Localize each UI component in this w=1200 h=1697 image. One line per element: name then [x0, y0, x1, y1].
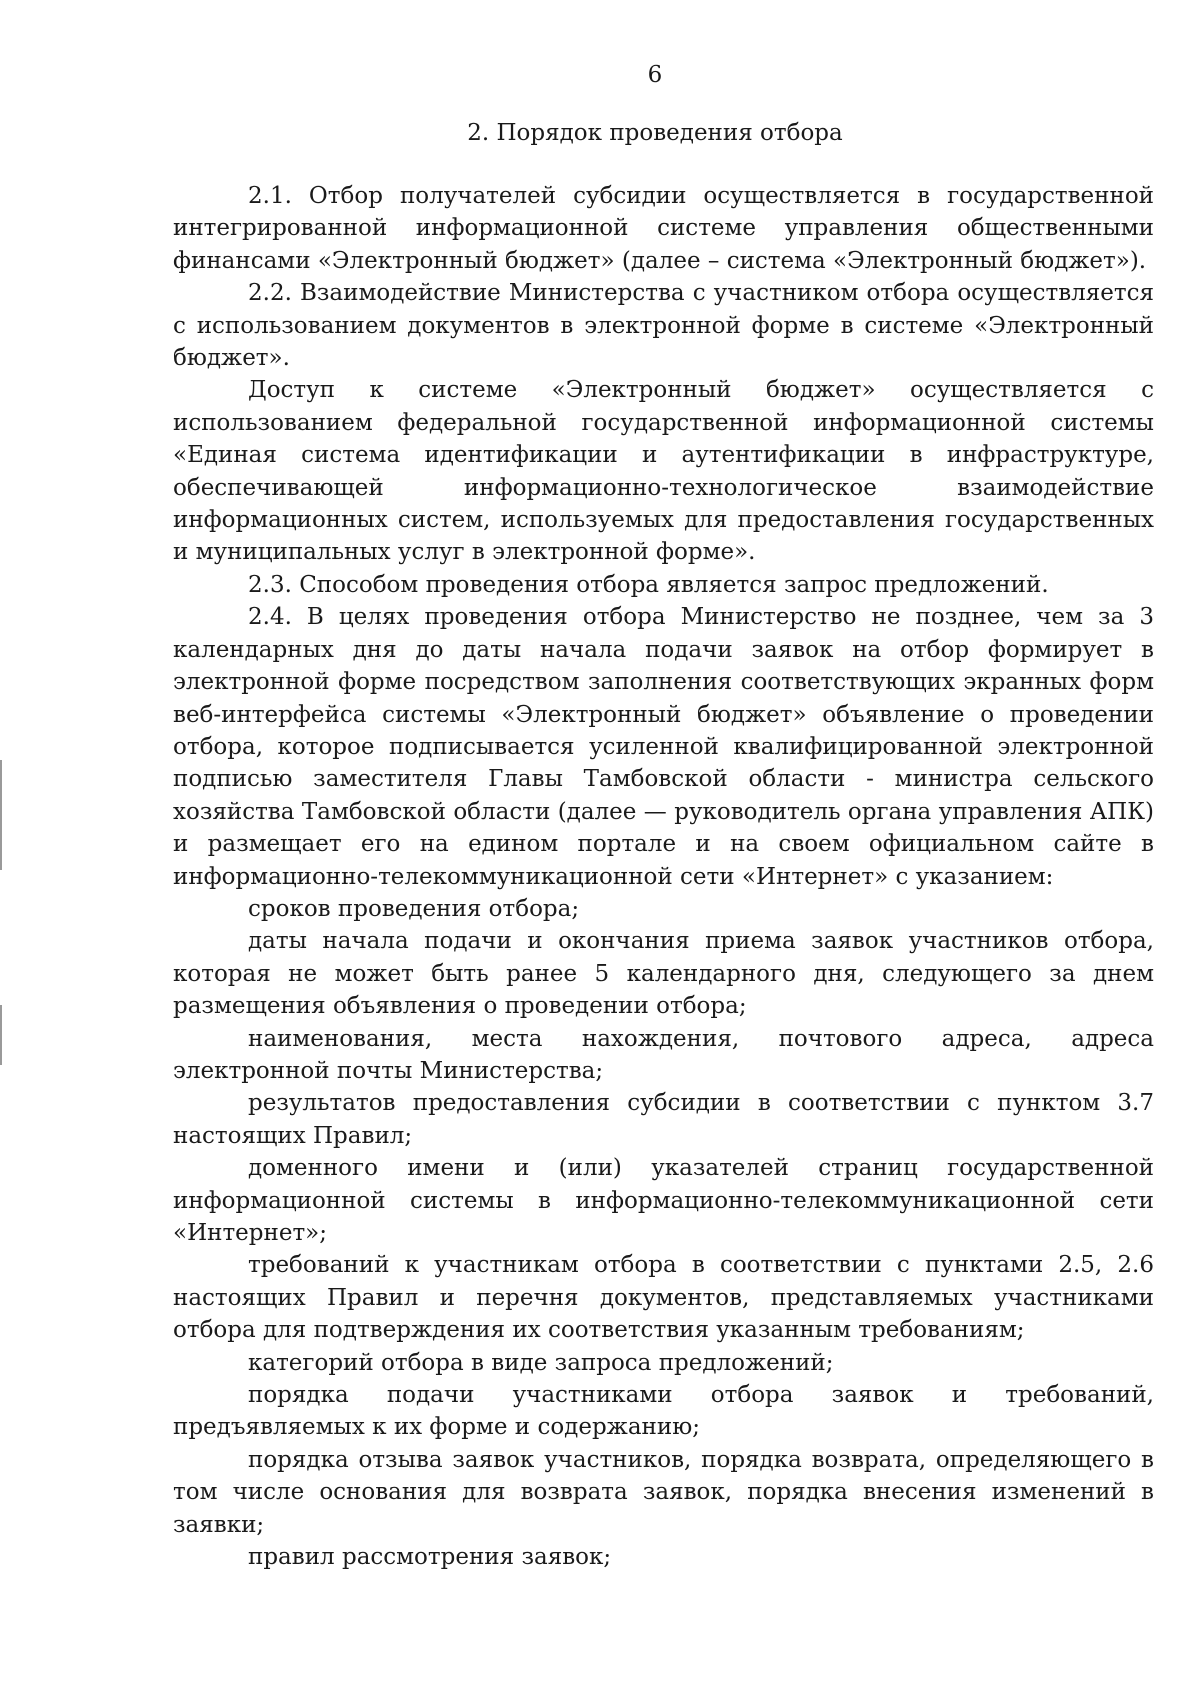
- section-title: 2. Порядок проведения отбора: [467, 120, 843, 146]
- paragraph: 2.1. Отбор получателей субсидии осуществляется в государственной интегрированной информационной системе управления общественными финансами «Электронный бюджет» (далее – система «Электронный бюджет»).: [173, 183, 1154, 274]
- paragraph: 2.2. Взаимодействие Министерства с участником отбора осуществляется с использованием документов в электронной форме в системе «Электронный бюджет».: [173, 280, 1154, 372]
- paragraph: 2.4. В целях проведения отбора Министерство не позднее, чем за 3 календарных дня до даты начала подачи заявок на отбор формирует в электронной форме посредством заполнения соответствующих экранных форм веб-интерфейса системы «Электронный бюджет» объявление о проведении отбора, которое подписывается усиленной квалифицированной электронной подписью заместителя Главы Тамбовской области - министра сельского хозяйства Тамбовской области (далее — руководитель органа управления АПК) и размещает его на едином портале и на своем официальном сайте в информационно-телекоммуникационной сети «Интернет» с указанием:: [173, 604, 1154, 890]
- list-item: сроков проведения отбора;: [248, 895, 580, 922]
- list-item: категорий отбора в виде запроса предложений;: [248, 1349, 834, 1376]
- list-item: наименования, места нахождения, почтового адреса, адреса электронной почты Министерства;: [173, 1025, 1154, 1084]
- list-item: требований к участникам отбора в соответствии с пунктами 2.5, 2.6 настоящих Правил и перечня документов, представляемых участниками отбора для подтверждения их соответствия указанным требованиям;: [173, 1252, 1154, 1344]
- paragraph: Доступ к системе «Электронный бюджет» осуществляется с использованием федеральной государственной информационной системы «Единая система идентификации и аутентификации в инфраструктуре, обеспечивающей информационно-технологическое взаимодействие информационных систем, используемых для предоставления государственных и муниципальных услуг в электронной форме».: [173, 377, 1154, 566]
- list-item: результатов предоставления субсидии в соответствии с пунктом 3.7 настоящих Правил;: [173, 1090, 1154, 1149]
- list-item: порядка подачи участниками отбора заявок и требований, предъявляемых к их форме и содержанию;: [173, 1382, 1154, 1441]
- scan-edge-mark: [0, 1005, 2, 1065]
- page-number: 6: [647, 62, 663, 88]
- list-item: правил рассмотрения заявок;: [248, 1544, 612, 1571]
- scan-edge-mark: [0, 760, 2, 870]
- paragraph: 2.3. Способом проведения отбора является запрос предложений.: [248, 571, 1049, 598]
- document-body: [173, 180, 1154, 1573]
- list-item: порядка отзыва заявок участников, порядка возврата, определяющего в том числе основания для возврата заявок, порядка внесения изменений в заявки;: [173, 1446, 1154, 1538]
- list-item: даты начала подачи и окончания приема заявок участников отбора, которая не может быть ранее 5 календарного дня, следующего за днем размещения объявления о проведении отбора;: [173, 928, 1154, 1020]
- list-item: доменного имени и (или) указателей страниц государственной информационной системы в информационно-телекоммуникационной сети «Интернет»;: [173, 1155, 1154, 1246]
